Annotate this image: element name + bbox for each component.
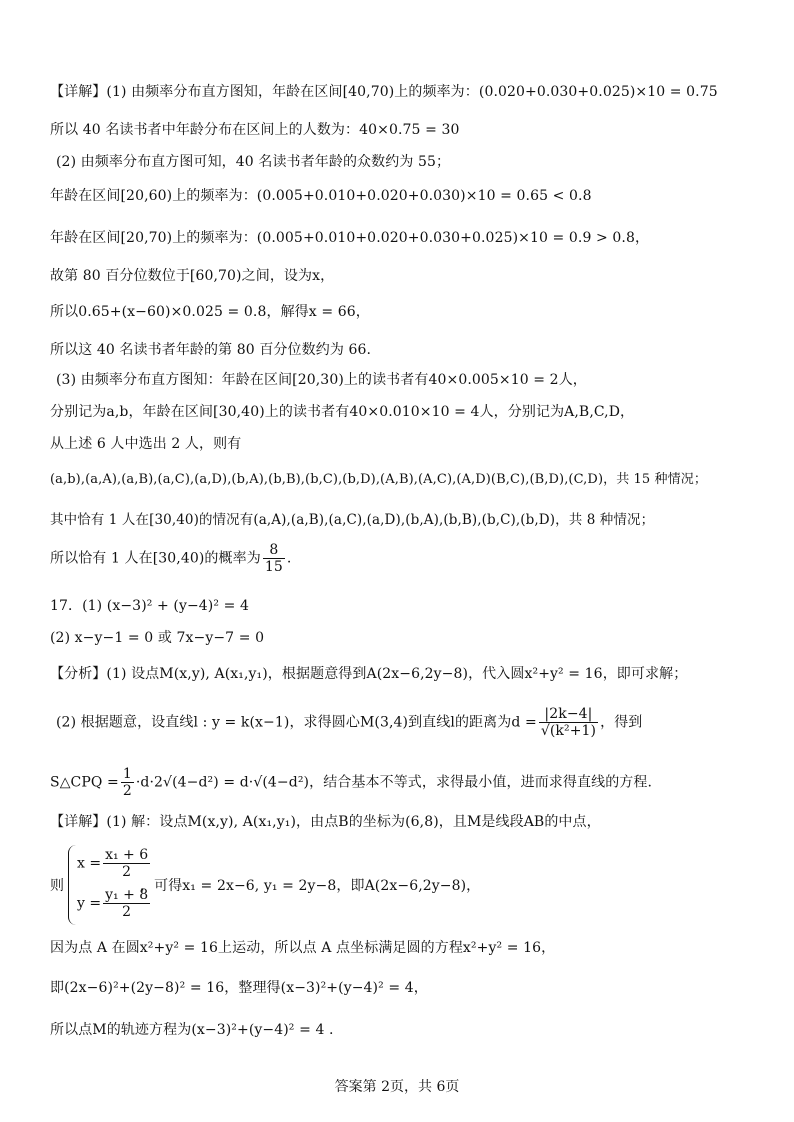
line-area-formula bbox=[50, 766, 652, 799]
system-y-label: y = bbox=[77, 895, 102, 912]
line-count: 所以 40 名读书者中年龄分布在区间上的人数为：40×0.75 = 30 bbox=[50, 122, 460, 138]
line-detail-1: 【详解】(1) 由频率分布直方图知，年龄在区间[40,70)上的频率为：(0.020+0.030+0.025)×10 = 0.75 bbox=[50, 84, 718, 100]
analysis-2-tail: ，得到 bbox=[600, 714, 643, 731]
probability-fraction bbox=[263, 542, 285, 575]
line-probability bbox=[50, 542, 291, 575]
line-percentile-result: 所以这 40 名读书者年龄的第 80 百分位数约为 66. bbox=[50, 342, 372, 358]
line-detail-17-1: 【详解】(1) 解：设点M(x,y), A(x₁,y₁)，由点B的坐标为(6,8)，且M是线段AB的中点， bbox=[50, 814, 601, 830]
distance-fraction bbox=[539, 706, 598, 739]
fraction-denominator: 2 bbox=[122, 783, 132, 799]
line-all-cases: (a,b),(a,A),(a,B),(a,C),(a,D),(b,A),(b,B),(b,C),(b,D),(A,B),(A,C),(A,D)(B,C),(B,D),(C,D)，共 15 种情况； bbox=[50, 472, 707, 487]
half-fraction bbox=[121, 766, 134, 799]
fraction-denominator: 2 bbox=[122, 904, 132, 920]
line-locus: 所以点M的轨迹方程为(x−3)²+(y−4)² = 4 . bbox=[50, 1022, 334, 1038]
fraction-numerator: x₁ + 6 bbox=[105, 847, 149, 863]
line-analysis-2 bbox=[56, 706, 642, 739]
line-on-circle: 因为点 A 在圆x²+y² = 16上运动，所以点 A 点坐标满足圆的方程x²+y² = 16， bbox=[50, 940, 556, 956]
line-then: 则 bbox=[50, 878, 65, 894]
fraction-denominator: 2 bbox=[122, 864, 132, 880]
line-simplify: 即(2x−6)²+(2y−8)² = 16，整理得(x−3)²+(y−4)² = 4， bbox=[50, 980, 428, 996]
line-mode: (2) 由频率分布直方图可知，40 名读书者年龄的众数约为 55； bbox=[56, 154, 451, 170]
line-q17-answer2: (2) x−y−1 = 0 或 7x−y−7 = 0 bbox=[50, 630, 265, 646]
analysis-2-text: (2) 根据题意，设直线l : y = k(x−1)，求得圆心M(3,4)到直线l的距离为d = bbox=[56, 714, 537, 731]
fraction-numerator: y₁ + 8 bbox=[105, 887, 149, 903]
fraction-numerator: 1 bbox=[122, 766, 132, 782]
line-freq-20-60: 年龄在区间[20,60)上的频率为：(0.005+0.010+0.020+0.030)×10 = 0.65 < 0.8 bbox=[50, 188, 592, 204]
line-favorable-cases: 其中恰有 1 人在[30,40)的情况有(a,A),(a,B),(a,C),(a,D),(b,A),(b,B),(b,C),(b,D)，共 8 种情况； bbox=[50, 512, 655, 528]
line-choose-two: 从上述 6 人中选出 2 人，则有 bbox=[50, 436, 242, 452]
line-percentile-range: 故第 80 百分位数位于[60,70)之间，设为x， bbox=[50, 268, 335, 284]
line-q17-answer1: 17．(1) (x−3)² + (y−4)² = 4 bbox=[50, 598, 250, 614]
line-percentile-solve: 所以0.65+(x−60)×0.025 = 0.8，解得x = 66， bbox=[50, 304, 370, 320]
fraction-denominator: √(k²+1) bbox=[540, 723, 597, 739]
line-part3-intro: (3) 由频率分布直方图知：年龄在区间[20,30)上的读书者有40×0.005×10 = 2人， bbox=[56, 372, 587, 388]
line-system-result: ，可得x₁ = 2x−6, y₁ = 2y−8，即A(2x−6,2y−8)， bbox=[140, 878, 481, 894]
page-footer: 答案第 2页，共 6页 bbox=[334, 1079, 460, 1095]
line-analysis-1: 【分析】(1) 设点M(x,y), A(x₁,y₁)，根据题意得到A(2x−6,2y−8)，代入圆x²+y² = 16，即可求解； bbox=[50, 666, 688, 682]
probability-text: 所以恰有 1 人在[30,40)的概率为 bbox=[50, 550, 261, 567]
fraction-denominator: 15 bbox=[264, 559, 283, 575]
area-label: S△CPQ = bbox=[50, 774, 119, 791]
fraction-numerator: 8 bbox=[263, 542, 285, 559]
line-part3-labels: 分别记为a,b，年龄在区间[30,40)上的读书者有40×0.010×10 = 4人，分别记为A,B,C,D， bbox=[50, 404, 635, 420]
fraction-numerator: |2k−4| bbox=[539, 706, 598, 723]
area-tail: ·d·2√(4−d²) = d·√(4−d²)，结合基本不等式，求得最小值，进而求得直线的方程. bbox=[135, 774, 653, 791]
probability-period: . bbox=[286, 550, 292, 567]
line-freq-20-70: 年龄在区间[20,70)上的频率为：(0.005+0.010+0.020+0.030+0.025)×10 = 0.9 > 0.8， bbox=[50, 230, 650, 246]
system-x-label: x = bbox=[77, 855, 102, 872]
